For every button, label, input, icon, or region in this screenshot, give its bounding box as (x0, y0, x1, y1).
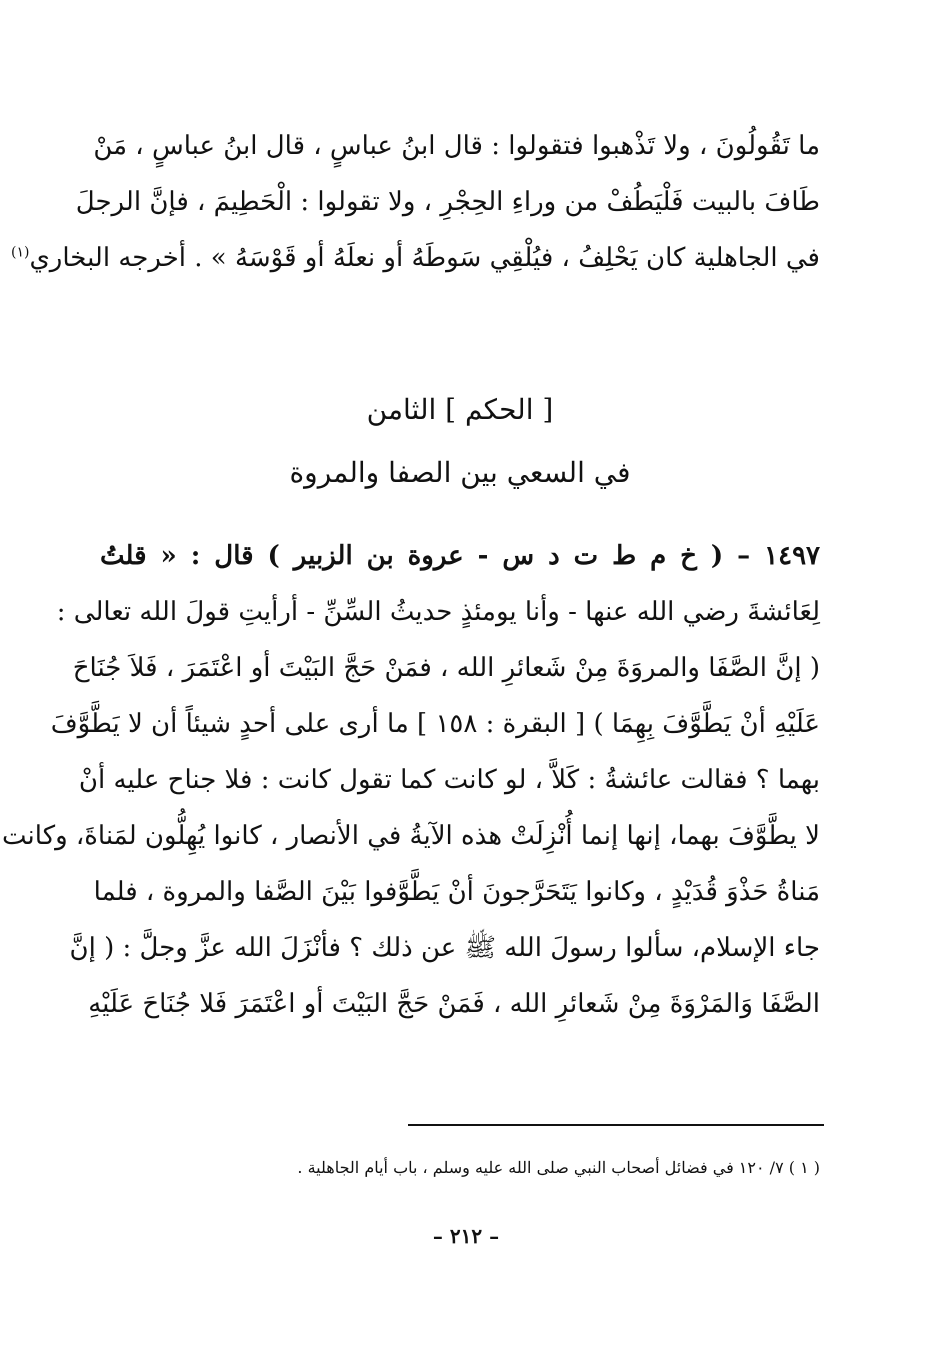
paragraph-line: جاء الإسلام، سألوا رسولَ الله ﷺ عن ذلك ؟ فأنْزَلَ الله عزَّ وجلَّ : ( إنَّ (69, 933, 820, 963)
footnote-divider (408, 1124, 824, 1126)
footnote: ( ١ ) ٧/ ١٢٠ في فضائل أصحاب النبي صلى الله عليه وسلم ، باب أيام الجاهلية . (297, 1158, 820, 1177)
paragraph-line: عَلَيْهِ أنْ يَطَّوَّفَ بِهِمَا ) [ البقرة : ١٥٨ ] ما أرى على أحدٍ شيئاً أن لا يَطَّوَّفَ (50, 709, 820, 739)
page-number: – ٢١٢ – (432, 1224, 500, 1248)
section-heading: [ الحكم ] الثامن (366, 393, 554, 426)
top-paragraph (10, 118, 820, 286)
section-subheading: في السعي بين الصفا والمروة (289, 456, 631, 489)
paragraph-line: ( إنَّ الصَّفَا والمروَةَ مِنْ شَعائرِ الله ، فمَنْ حَجَّ البَيْتَ أو اعْتَمَرَ ، فَلاَ جُنَاحَ (72, 653, 820, 683)
footnote-reference: (١) (10, 244, 30, 261)
hadith-header-line: ١٤٩٧ – ( خ م ط ت د س - عروة بن الزبير ) قال : « قلتُ (100, 541, 820, 571)
paragraph-line-text: في الجاهلية كان يَحْلِفُ ، فيُلْقِي سَوطَهُ أو نعلَهُ أو قَوْسَهُ » . أخرجه البخاري (29, 243, 820, 273)
paragraph-line (10, 230, 820, 286)
paragraph-line: ما تَقُولُونَ ، ولا تَذْهبوا فتقولوا : قال ابنُ عباسٍ ، قال ابنُ عباسٍ ، مَنْ (93, 131, 820, 161)
paragraph-line: الصَّفَا وَالمَرْوَةَ مِنْ شَعائرِ الله ، فَمَنْ حَجَّ البَيْتَ أو اعْتَمَرَ فَلا جُنَاحَ عَلَيْهِ (88, 989, 820, 1019)
paragraph-line: لا يطَّوَّفَ بهما، إنها إنما أُنْزِلَتْ هذه الآيةُ في الأنصار ، كانوا يُهِلُّون لمَناةَ، وكانت (2, 821, 820, 851)
paragraph-line: لِعَائشةَ رضي الله عنها - وأنا يومئذٍ حديثُ السِّنِّ - أرأيتِ قولَ الله تعالى : (56, 597, 820, 627)
hadith-paragraph (2, 528, 820, 1032)
paragraph-line: مَناةُ حَذْوَ قُدَيْدٍ ، وكانوا يَتَحَرَّجونَ أنْ يَطَّوَّفوا بَيْنَ الصَّفا والمروة ، فلما (93, 877, 820, 907)
paragraph-line: طَافَ بالبيت فَلْيَطُفْ من وراءِ الحِجْرِ ، ولا تقولوا : الْحَطِيمَ ، فإنَّ الرجلَ (75, 187, 820, 217)
paragraph-line: بهما ؟ فقالت عائشةُ : كَلاَّ ، لو كانت كما تقول كانت : فلا جناح عليه أنْ (78, 765, 820, 795)
